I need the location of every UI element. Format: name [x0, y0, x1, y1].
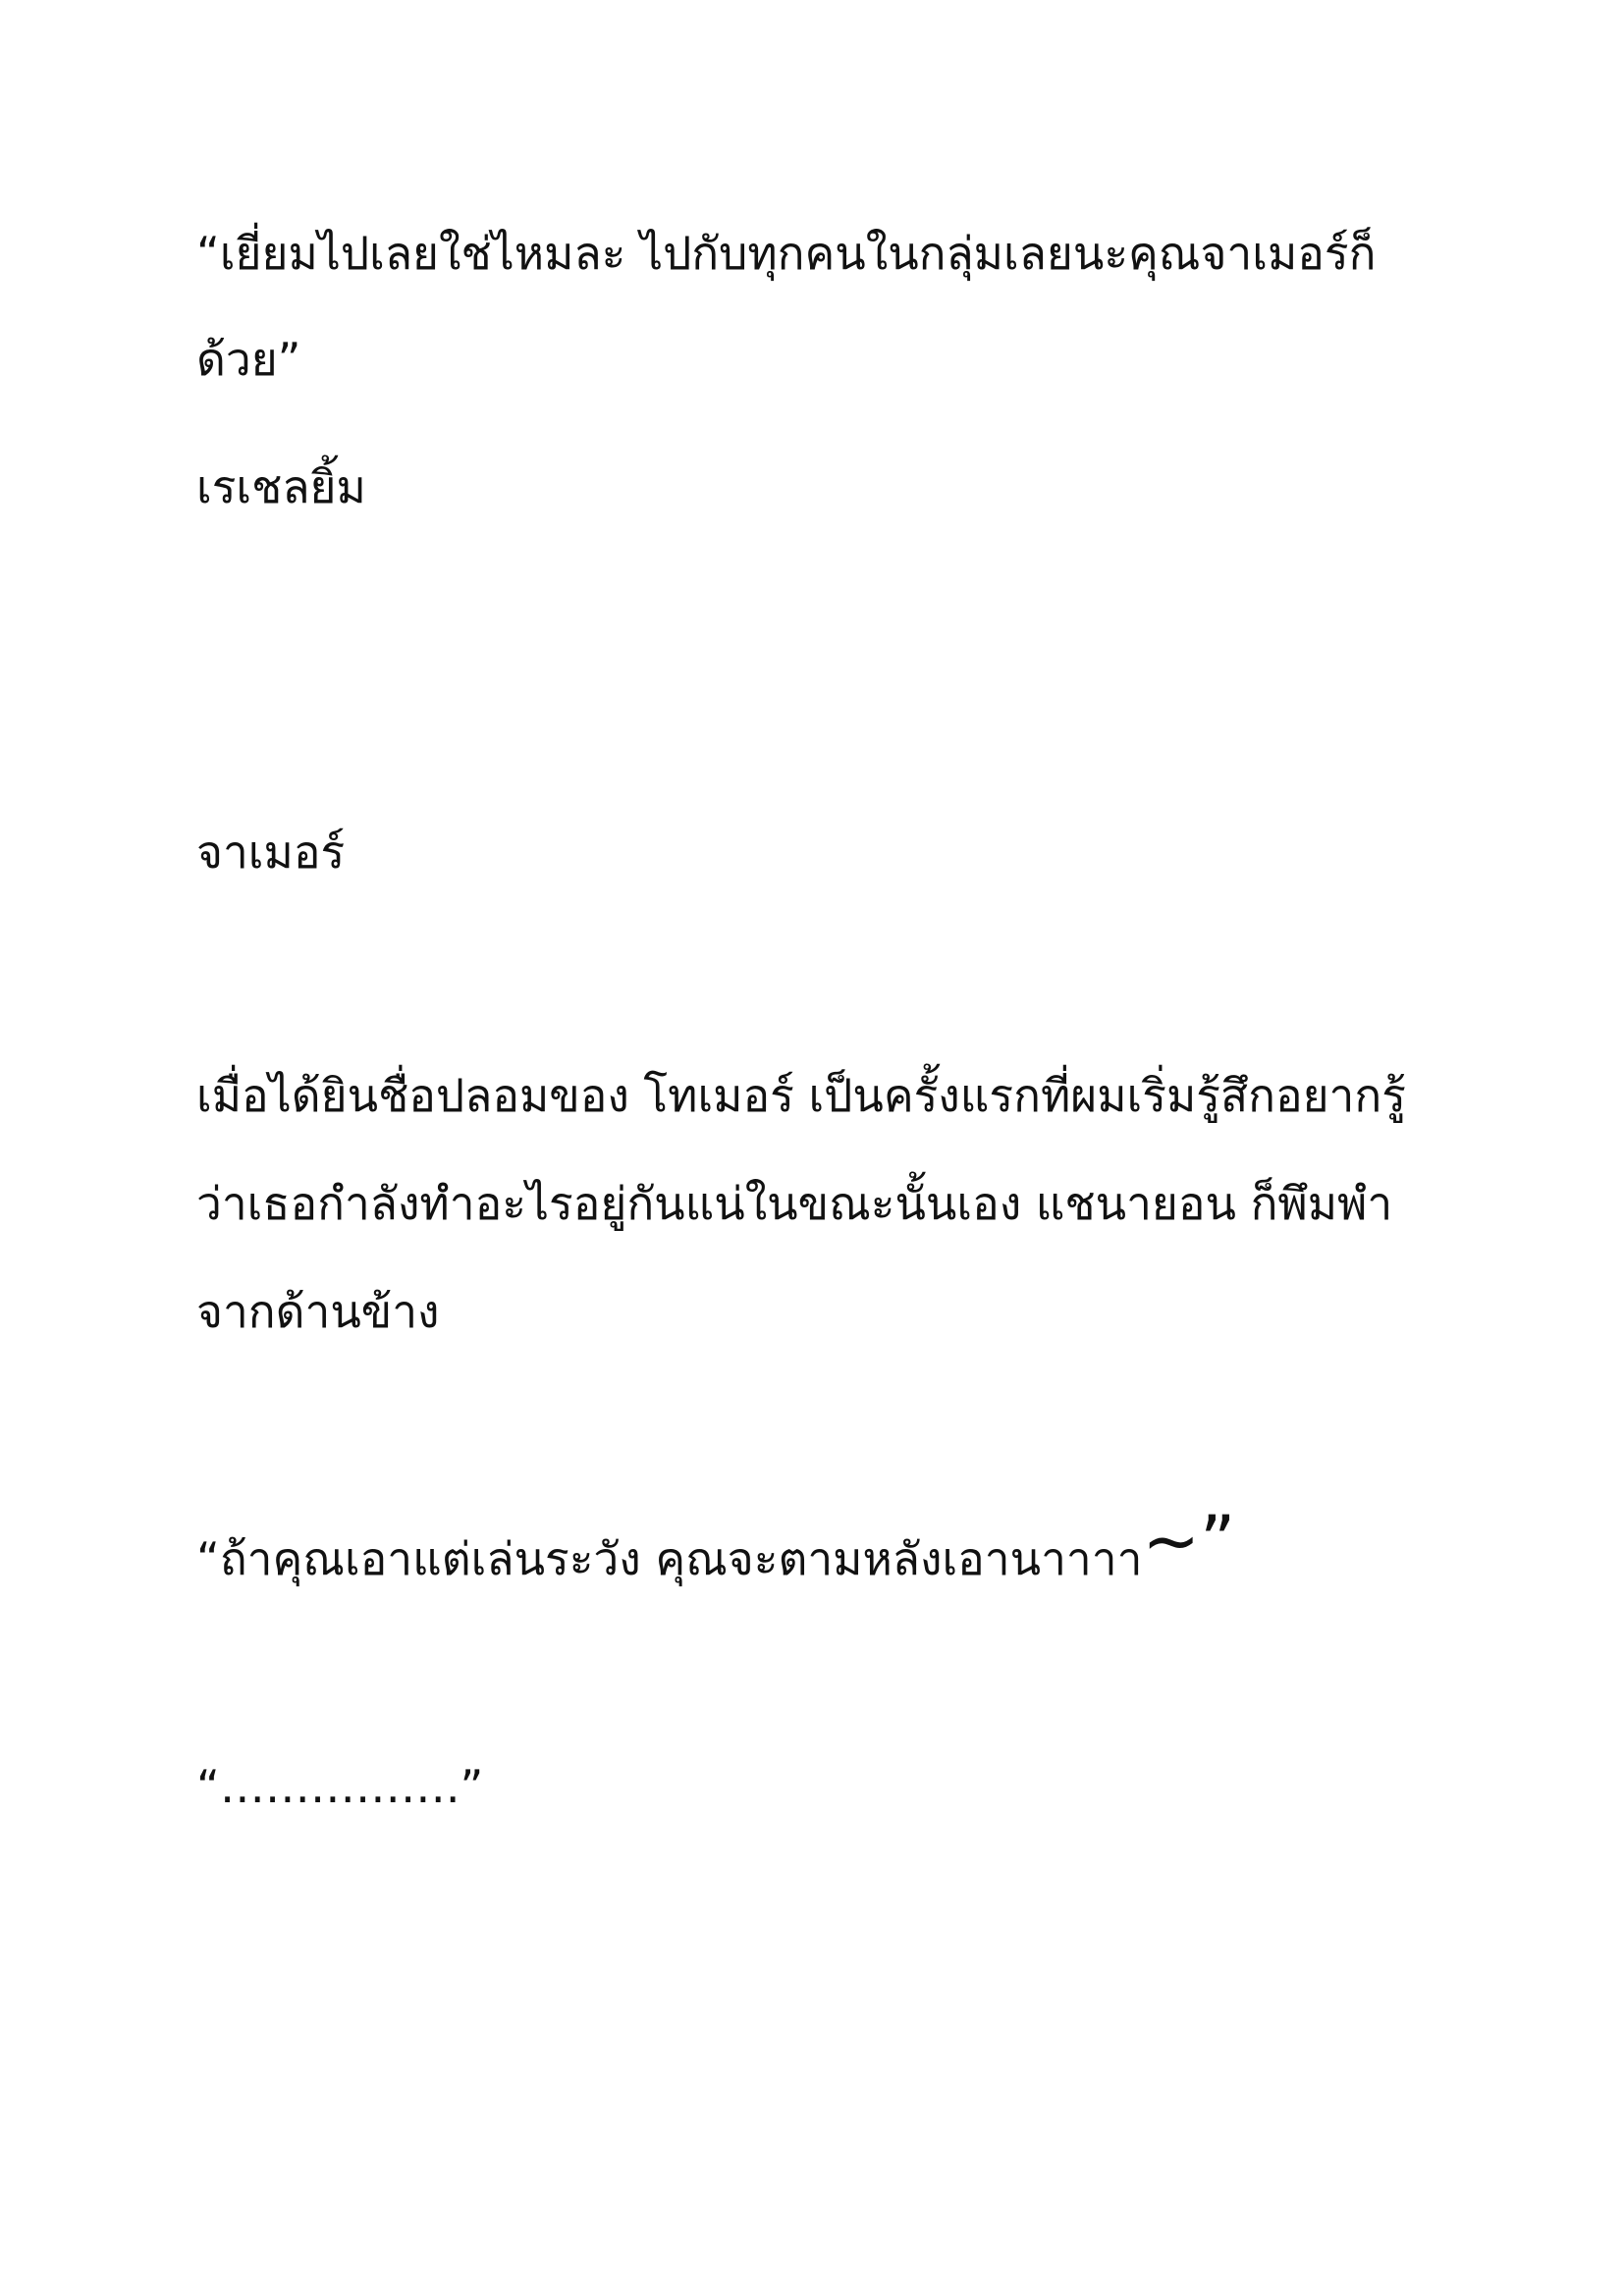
narration-rachel-smiles: เรเชลยิ้ม [196, 460, 366, 513]
narration-paragraph-line-3: จากด้านข้าง [196, 1285, 440, 1338]
dialogue-line-2-tail: ~” [1142, 1501, 1236, 1581]
narration-paragraph-line-2: ว่าเธอกำลังทำอะไรอยู่กันแน่ในขณะนั้นเอง แชนายอน ก็พึมพำ [196, 1177, 1393, 1230]
section-heading-jamer: จาเมอร์ [196, 826, 346, 879]
narration-paragraph-line-1: เมื่อได้ยินชื่อปลอมของ โทเมอร์ เป็นครั้งแรกที่ผมเริ่มรู้สึกอยากรู้ [196, 1069, 1406, 1122]
dialogue-line-1: “เยี่ยมไปเลยใช่ไหมละ ไปกับทุกคนในกลุ่มเลยนะคุณจาเมอร์ก็ [196, 227, 1377, 280]
dialogue-line-2-text: “ถ้าคุณเอาแต่เล่นระวัง คุณจะตามหลังเอานาาาา [196, 1532, 1143, 1585]
dialogue-ellipsis: “…………….” [196, 1760, 484, 1813]
dialogue-line-1-continued: ด้วย” [196, 333, 301, 386]
dialogue-line-2 [196, 1501, 1236, 1588]
